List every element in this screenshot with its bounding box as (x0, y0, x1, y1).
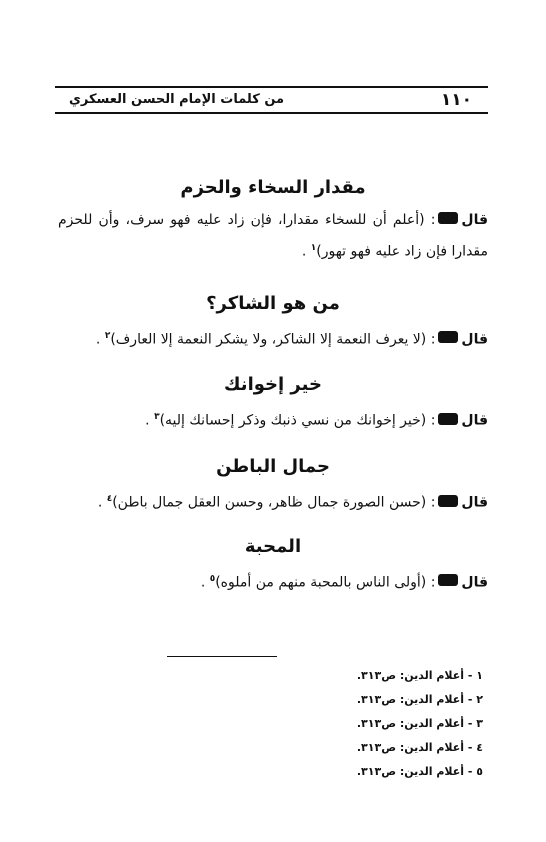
quote-text: : (حسن الصورة جمال ظاهر، وحسن العقل جمال باطن) (112, 494, 436, 511)
footnote-item: ٣ - أعلام الدين: ص٣١٣. (356, 717, 483, 730)
section-grateful (58, 292, 488, 354)
page-header (55, 86, 488, 114)
section-brothers (58, 373, 488, 435)
section-paragraph: قال: (حسن الصورة جمال ظاهر، وحسن العقل جمال باطن)$^٤$ . (97, 493, 488, 511)
speaker-label: قال (461, 212, 488, 228)
page-number: ١١٠ (440, 90, 472, 110)
section-generosity (58, 176, 488, 266)
section-heading: خير إخوانك (224, 374, 322, 396)
section-heading: المحبة (244, 535, 302, 557)
running-title: من كلمات الإمام الحسن العسكري (69, 92, 285, 107)
footnote-item: ٤ - أعلام الدين: ص٣١٣. (356, 741, 483, 754)
quote-text: : (أولى الناس بالمحبة منهم من أملوه) (215, 574, 436, 591)
speaker-label: قال (461, 494, 488, 511)
honorific-icon (438, 212, 458, 224)
section-paragraph: قال: (لا يعرف النعمة إلا الشاكر، ولا يشكر النعمة إلا العارف)$^٢$ . (95, 330, 488, 348)
footnote-marker: ٣ (154, 412, 160, 423)
footnote-marker: ٢ (104, 330, 111, 341)
section-heading: جمال الباطن (216, 455, 330, 477)
honorific-icon (438, 495, 458, 507)
section-paragraph: قال: (أولى الناس بالمحبة منهم من أملوه)$^٥$ . (200, 573, 488, 591)
footnote-item: ١ - أعلام الدين: ص٣١٣. (356, 669, 483, 682)
section-paragraph: قال: (خير إخوانك من نسي ذنبك وذكر إحسانك إليه)$^٣$ . (145, 412, 488, 429)
page-body (58, 176, 488, 596)
footnote-item: ٢ - أعلام الدين: ص٣١٣. (356, 693, 483, 706)
section-heading: مقدار السخاء والحزم (180, 177, 366, 198)
honorific-icon (438, 331, 458, 343)
quote-text: : (خير إخوانك من نسي ذنبك وذكر إحسانك إليه) (159, 412, 436, 429)
footnote-marker: ٤ (106, 493, 113, 504)
footnote-item: ٥ - أعلام الدين: ص٣١٣. (356, 765, 483, 778)
footnotes (200, 666, 483, 786)
section-love (58, 535, 488, 597)
footnote-marker: ٥ (209, 573, 216, 584)
honorific-icon (438, 574, 458, 586)
footnote-divider (167, 656, 277, 657)
section-heading: من هو الشاكر؟ (206, 292, 340, 314)
speaker-label: قال (461, 574, 488, 591)
quote-text: : (أعلم أن للسخاء مقدارا، فإن زاد عليه فهو سرف، وأن للحزم مقدارا فإن زاد عليه فهو تهور) (58, 212, 488, 260)
quote-text: : (لا يعرف النعمة إلا الشاكر، ولا يشكر النعمة إلا العارف) (110, 331, 436, 348)
speaker-label: قال (461, 412, 488, 429)
speaker-label: قال (461, 331, 488, 348)
section-paragraph: قال: (أعلم أن للسخاء مقدارا، فإن زاد عليه فهو سرف، وأن للحزم مقدارا فإن زاد عليه فهو تهور)$^١$ . (58, 212, 488, 260)
footnote-marker: ١ (310, 243, 317, 253)
section-inner-beauty (58, 455, 488, 517)
honorific-icon (438, 413, 458, 425)
